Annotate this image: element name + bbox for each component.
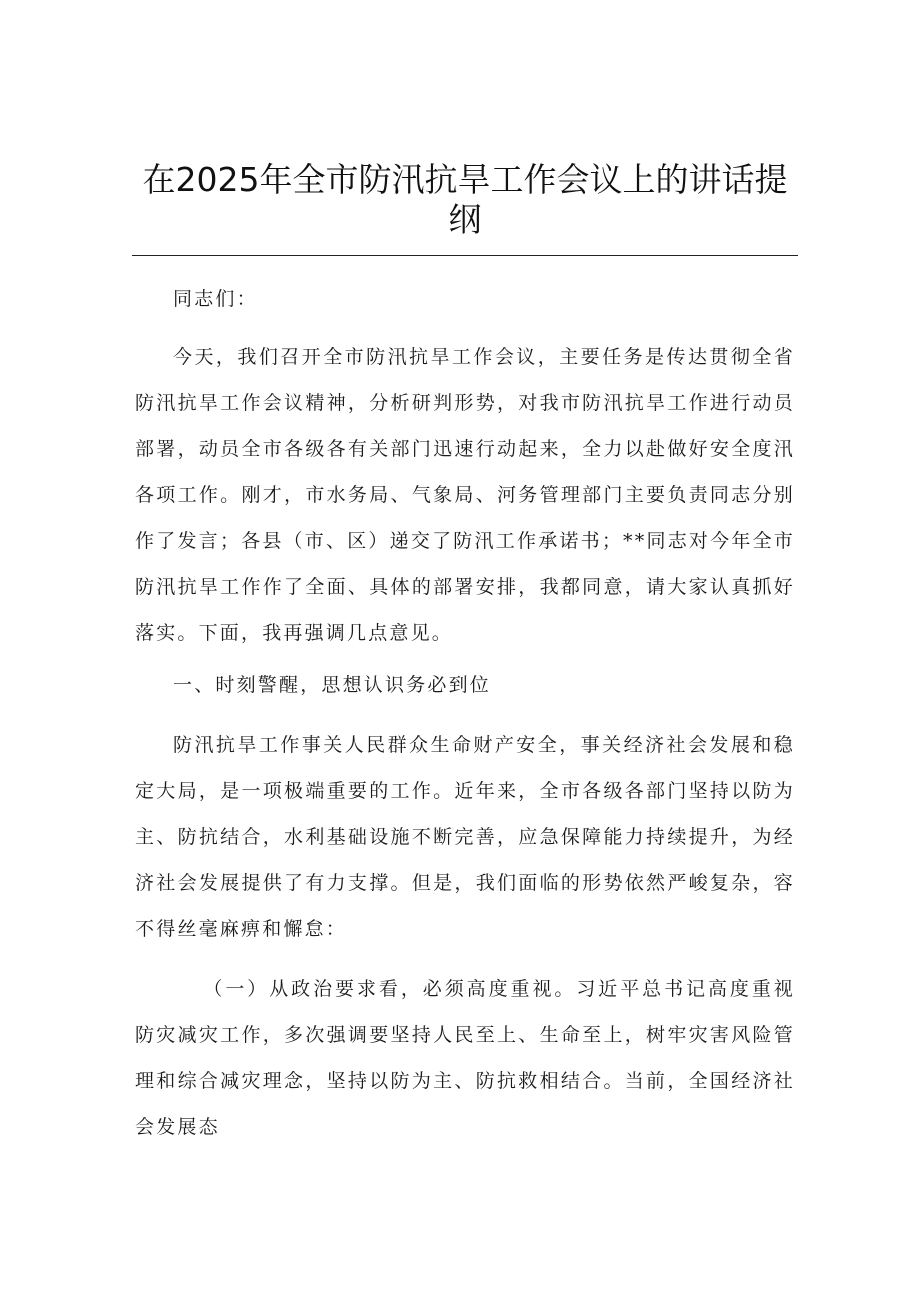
subsection-1-paragraph: （一）从政治要求看，必须高度重视。习近平总书记高度重视防灾减灾工作，多次强调要坚持人民至上、生命至上，树牢灾害风险管理和综合减灾理念，坚持以防为主、防抗救相结合。当前，全国经济社会发展态 (135, 978, 795, 1138)
section-1-body-paragraph: 防汛抗旱工作事关人民群众生命财产安全，事关经济社会发展和稳定大局，是一项极端重要的工作。近年来，全市各级各部门坚持以防为主、防抗结合，水利基础设施不断完善，应急保障能力持续提升，为经济社会发展提供了有力支撑。但是，我们面临的形势依然严峻复杂，容不得丝毫麻痹和懈怠： (135, 734, 795, 940)
document-title: 在2025年全市防汛抗旱工作会议上的讲话提纲 (142, 160, 788, 239)
section-heading-1: 一、时刻警醒，思想认识务必到位 (173, 674, 492, 696)
intro-paragraph: 今天，我们召开全市防汛抗旱工作会议，主要任务是传达贯彻全省防汛抗旱工作会议精神，分析研判形势，对我市防汛抗旱工作进行动员部署，动员全市各级各有关部门迅速行动起来，全力以赴做好安全度汛各项工作。刚才，市水务局、气象局、河务管理部门主要负责同志分别作了发言；各县（市、区）递交了防汛工作承诺书；**同志对今年全市防汛抗旱工作作了全面、具体的部署安排，我都同意，请大家认真抓好落实。下面，我再强调几点意见。 (135, 346, 795, 644)
title-underline (132, 255, 798, 256)
greeting-paragraph: 同志们： (173, 288, 258, 310)
